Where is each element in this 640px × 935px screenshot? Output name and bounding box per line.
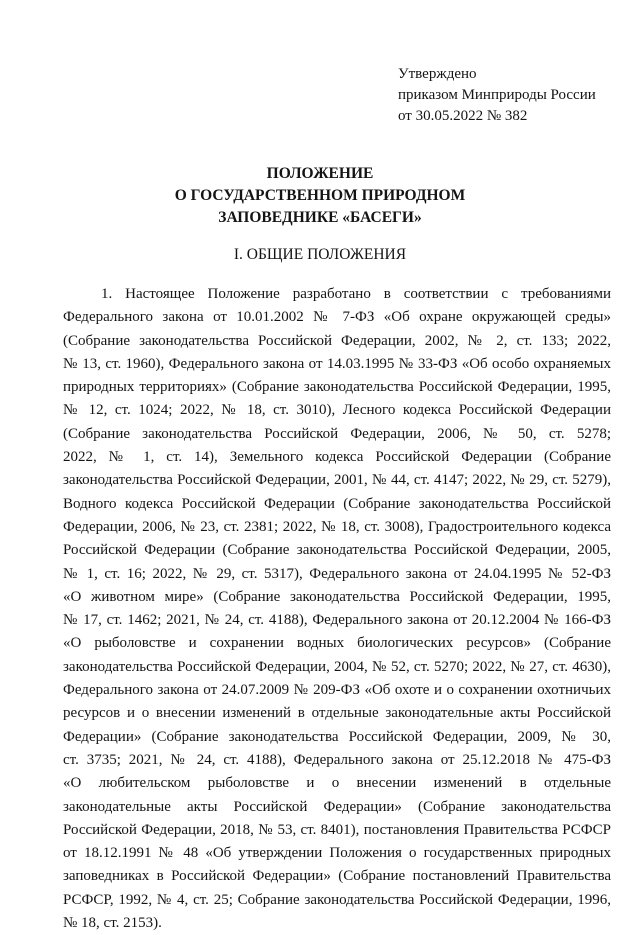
approval-line-date-number: от 30.05.2022 № 382 — [398, 108, 528, 124]
section-heading: I. ОБЩИЕ ПОЛОЖЕНИЯ — [233, 246, 407, 263]
paragraph-line: «О рыболовстве и сохранении водных биологических ресурсов» (Собрание — [63, 635, 611, 652]
paragraph-line: законодательства Российской Федерации, 2001, № 44, ст. 4147; 2022, № 29, ст. 5279), — [63, 472, 611, 489]
approval-line-approved: Утверждено — [398, 66, 477, 82]
paragraph-line: Водного кодекса Российской Федерации (Собрание законодательства Российской — [63, 495, 611, 512]
title-line-1: ПОЛОЖЕНИЕ — [266, 165, 374, 182]
paragraph-line: Российской Федерации (Собрание законодательства Российской Федерации, 2005, — [63, 542, 611, 559]
paragraph-line: (Собрание законодательства Российской Федерации, 2002, № 2, ст. 133; 2022, — [63, 332, 611, 349]
paragraph-line: «О животном мире» (Собрание законодательства Российской Федерации, 1995, — [63, 588, 611, 605]
approval-line-order: приказом Минприроды России — [398, 87, 596, 103]
paragraph-line: заповедниках в Российской Федерации» (Собрание постановлений Правительства — [63, 868, 611, 885]
approval-block — [398, 64, 628, 127]
paragraph-line: законодательные акты Российской Федерации» (Собрание законодательства — [63, 798, 611, 815]
paragraph-line: 1. Настоящее Положение разработано в соответствии с требованиями — [101, 286, 611, 302]
title-line-3: ЗАПОВЕДНИКЕ «БАСЕГИ» — [218, 209, 422, 226]
paragraph-line: № 13, ст. 1960), Федерального закона от 14.03.1995 № 33-ФЗ «Об особо охраняемых — [63, 355, 611, 372]
paragraph-line: ресурсов и о внесении изменений в отдельные законодательные акты Российской — [63, 705, 611, 722]
paragraph-1 — [63, 283, 611, 935]
paragraph-line: Федерации» (Собрание законодательства Российской Федерации, 2009, № 30, — [63, 728, 611, 745]
paragraph-line: (Собрание законодательства Российской Федерации, 2006, № 50, ст. 5278; — [63, 425, 611, 442]
paragraph-line: № 17, ст. 1462; 2021, № 24, ст. 4188), Федерального закона от 20.12.2004 № 166-ФЗ — [63, 612, 611, 629]
paragraph-line: природных территориях» (Собрание законодательства Российской Федерации, 1995, — [63, 379, 611, 396]
paragraph-line: «О любительском рыболовстве и о внесении изменений в отдельные — [63, 775, 611, 792]
paragraph-line: № 12, ст. 1024; 2022, № 18, ст. 3010), Лесного кодекса Российской Федерации — [63, 402, 611, 419]
paragraph-line: законодательства Российской Федерации, 2004, № 52, ст. 5270; 2022, № 27, ст. 4630), — [63, 658, 611, 675]
paragraph-line: ст. 3735; 2021, № 24, ст. 4188), Федерального закона от 25.12.2018 № 475-ФЗ — [63, 751, 611, 768]
paragraph-line: Федерального закона от 10.01.2002 № 7-ФЗ «Об охране окружающей среды» — [63, 309, 611, 326]
paragraph-line: Федерации, 2006, № 23, ст. 2381; 2022, № 18, ст. 3008), Градостроительного кодекса — [63, 518, 611, 535]
document-title — [0, 163, 640, 229]
paragraph-line: № 18, ст. 2153). — [63, 915, 162, 932]
paragraph-line: Российской Федерации, 2018, № 53, ст. 8401), постановления Правительства РСФСР — [63, 821, 611, 838]
title-line-2: О ГОСУДАРСТВЕННОМ ПРИРОДНОМ — [174, 187, 466, 204]
paragraph-line: Федерального закона от 24.07.2009 № 209-ФЗ «Об охоте и о сохранении охотничьих — [63, 682, 611, 699]
paragraph-line: от 18.12.1991 № 48 «Об утверждении Положения о государственных природных — [63, 845, 611, 862]
paragraph-line: РСФСР, 1992, № 4, ст. 25; Собрание законодательства Российской Федерации, 1996, — [63, 891, 611, 908]
paragraph-line: 2022, № 1, ст. 14), Земельного кодекса Российской Федерации (Собрание — [63, 449, 611, 466]
paragraph-line: № 1, ст. 16; 2022, № 29, ст. 5317), Федерального закона от 24.04.1995 № 52-ФЗ — [63, 565, 611, 582]
